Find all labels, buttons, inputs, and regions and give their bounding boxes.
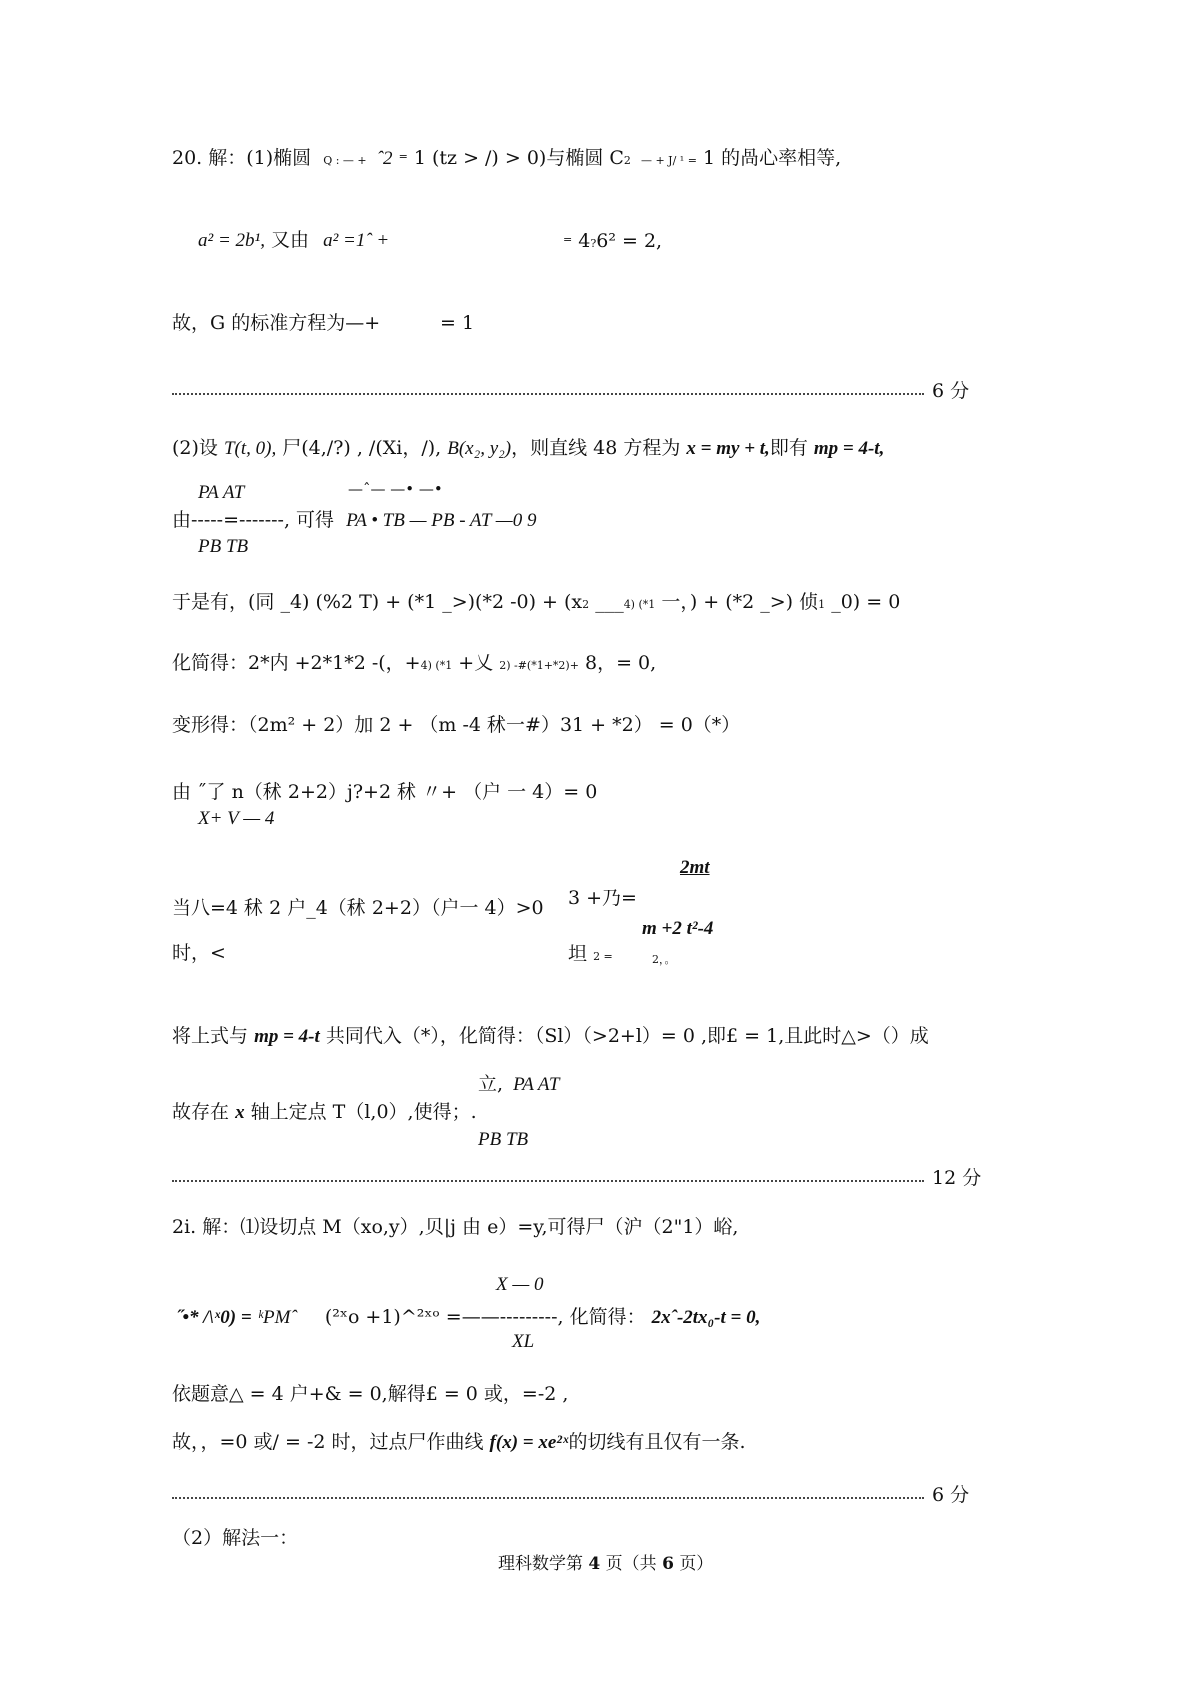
q20-yu-sub-2: 1: [818, 598, 826, 611]
q20-line-yu: [172, 591, 900, 616]
q20-simplify-text: 化简得：2*内 +2*1*2 -(，+: [172, 652, 421, 674]
q20-line2: [198, 229, 389, 252]
q20-part2-line: [172, 437, 884, 460]
q20-ellipse1-fragment: Q : — +: [323, 154, 367, 167]
q20-equation-a2b: a² =1ˆ +: [323, 230, 390, 251]
q21-derivative-line: [176, 1306, 760, 1329]
q20-yu-end: _0) = 0: [831, 591, 901, 613]
q20-sum-label: 3 +乃=: [568, 887, 637, 909]
q20-line-ab-text: ，则直线 48 方程为: [511, 437, 681, 459]
q20-part2-label: (2)设: [172, 437, 218, 459]
q20-simplify-text-2: +乂: [458, 652, 494, 674]
score-leader-2: [172, 1180, 924, 1182]
q20-equals-small-2: =: [563, 233, 573, 246]
score-6-a: 6 分: [932, 380, 970, 402]
q20-x-axis-var: x: [235, 1102, 245, 1123]
q20-ratio-text: 由-----=-------, 可得: [172, 509, 335, 531]
q20-subscript: 2: [623, 154, 631, 167]
q20-simplify-end: 8，= 0,: [584, 652, 657, 674]
q20-yu-small: 4) (*1: [623, 598, 656, 611]
q20-equals-small: =: [398, 150, 408, 163]
q20-yu-blank: ___: [595, 591, 624, 613]
q21-frac-top: X — 0: [496, 1274, 544, 1295]
q21-function: f(x) = xe²ˣ: [489, 1432, 569, 1453]
q21-expression: (²ˣo +1)^²ˣᵒ =——---------, 化简得：: [324, 1306, 646, 1328]
q20-ratio-line: [172, 509, 536, 532]
q20-yu-sub: 2: [582, 598, 590, 611]
score-6-b: 6 分: [932, 1484, 970, 1506]
q20-substitute-text-2: 共同代入（*），化简得：（Sl）（>2+l）= 0 ,即£ = 1,且此时△>（）成: [325, 1025, 929, 1047]
q20-text-you: 又由: [271, 229, 310, 251]
q20-conclusion-line: [172, 1101, 477, 1124]
q20-equals-one: = 1: [440, 312, 475, 334]
q20-eccentricity-text: 1 的咼心率相等,: [702, 147, 842, 169]
q20-point-t: T(t, 0),: [223, 438, 277, 459]
q21-derivative-text: ˝•* /\ˣ0) =: [176, 1307, 252, 1328]
q20-mp-equation: mp = 4-t,: [813, 438, 885, 459]
q20-tan-small: 2 =: [593, 950, 613, 963]
q21-conclusion-text-2: 的切线有且仅有一条.: [568, 1431, 746, 1453]
q20-tan-char: 坦: [568, 943, 588, 965]
q20-li-ratio-top: PA AT: [513, 1074, 560, 1095]
q20-standard-equation: 故，G 的标准方程为—+: [172, 312, 381, 334]
footer-total-pages: 6: [662, 1554, 674, 1574]
q20-xv-line: X+ V — 4: [198, 808, 275, 829]
q20-heading: 20. 解：(1)椭圆: [172, 147, 312, 169]
q20-line3: [172, 312, 380, 334]
q20-conclusion-text-2: 轴上定点 T（l,0）,使得；.: [250, 1101, 477, 1123]
q20-ratio-bottom-2: PB TB: [478, 1129, 529, 1150]
page-footer: [498, 1553, 713, 1575]
q20-simplify-small-2: 2) -#(*1+*2)+: [499, 659, 579, 672]
q21-frac-bottom: XL: [512, 1331, 535, 1352]
score-12: 12 分: [932, 1167, 982, 1189]
q20-substitute-line: [172, 1025, 929, 1048]
q21-method-one: （2）解法一：: [172, 1527, 299, 1549]
footer-text-e: 页）: [679, 1554, 714, 1574]
footer-page-number: 4: [588, 1554, 601, 1574]
q20-line-equation: x = my + t,: [686, 438, 770, 459]
q20-vector-arrows: —ˆ— —• —•: [348, 480, 443, 498]
q20-substitute-text: 将上式与: [172, 1025, 249, 1047]
footer-text-c: 页（共: [605, 1554, 657, 1574]
q20-question-mark: ?: [590, 237, 597, 250]
q20-conclusion-text: 故存在: [172, 1101, 230, 1123]
q21-conclusion-line: [172, 1431, 746, 1454]
q20-when-line: 当八=4 秫 2 户_4（秫 2+2）（户一 4）>0: [172, 897, 544, 919]
q21-conclusion-text: 故，，=0 或/ = -2 时，过点尸作曲线: [172, 1431, 484, 1453]
q20-shi-line: 时，<: [172, 942, 226, 964]
q20-tan-line: [568, 943, 613, 968]
q20-point-b: B(x₂, y₂): [447, 438, 512, 459]
q20-li-line: [478, 1073, 559, 1096]
q20-you-line: 由 ˝了 n（秫 2+2）j?+2 秫 〃+ （户 一 4）= 0: [172, 781, 598, 803]
q20-points: 尸(4,/?) , /(Xi，/),: [282, 437, 448, 459]
q20-ratio-numerator: PA AT: [198, 482, 245, 503]
q20-yu-text-2: 一，) + (*2 _>) 侦: [661, 591, 819, 613]
q20-ratio-denominator: PB TB: [198, 536, 249, 557]
q20-line2-right: [563, 229, 662, 255]
q20-tan-small-2: 2，。: [652, 953, 676, 966]
q20-li-text: 立,: [478, 1073, 504, 1095]
q20-equation-a2: a² = 2b¹,: [198, 230, 265, 251]
q20-transform-line: 变形得：（2m² + 2）加 2 + （m -4 秫一#）31 + *2） = 0（*）: [172, 714, 741, 736]
q20-simplify-small-1: 4) (*1: [420, 659, 453, 672]
q21-discriminant-line: 依题意△ = 4 户+& = 0,解得£ = 0 或，=-2 ,: [172, 1383, 569, 1405]
score-leader-3: [172, 1497, 924, 1499]
q20-frac-denominator: m +2 t²-4: [642, 918, 714, 939]
footer-text-a: 理科数学第: [498, 1554, 583, 1574]
q20-line-simplify: [172, 652, 656, 677]
q20-text-ji: 即有: [769, 437, 808, 459]
q20-value-b2: 6² = 2,: [596, 230, 663, 252]
q21-simplified-equation: 2xˆ-2tx₀-t = 0,: [651, 1307, 761, 1328]
q20-frac-numerator: 2mt: [680, 857, 710, 878]
q20-substitute-equation: mp = 4-t: [254, 1026, 320, 1047]
q21-heading-line: 2i. 解：⑴设切点 M（xo,y）,贝|j 由 e）=y,可得尸（沪（2"1）峪,: [172, 1216, 739, 1238]
q20-ellipse2-fragment: — + J/ ¹ =: [640, 154, 697, 167]
q20-ellipse-text: 1 (tz > /) > 0)与椭圆 C: [413, 147, 624, 169]
score-leader-1: [172, 393, 924, 395]
q21-kpm: ᵏPMˆ: [257, 1307, 297, 1328]
q20-vector-equation: PA • TB — PB - AT —0 9: [346, 510, 537, 531]
q20-value-4: 4: [578, 230, 591, 252]
q20-yu-text: 于是有，(同 _4) (%2 T) + (*1 _>)(*2 -0) + (x: [172, 591, 583, 613]
q20-exponent: ˆ2: [376, 148, 393, 169]
q20-line3-right: [440, 312, 474, 334]
q20-line1: [172, 146, 841, 172]
